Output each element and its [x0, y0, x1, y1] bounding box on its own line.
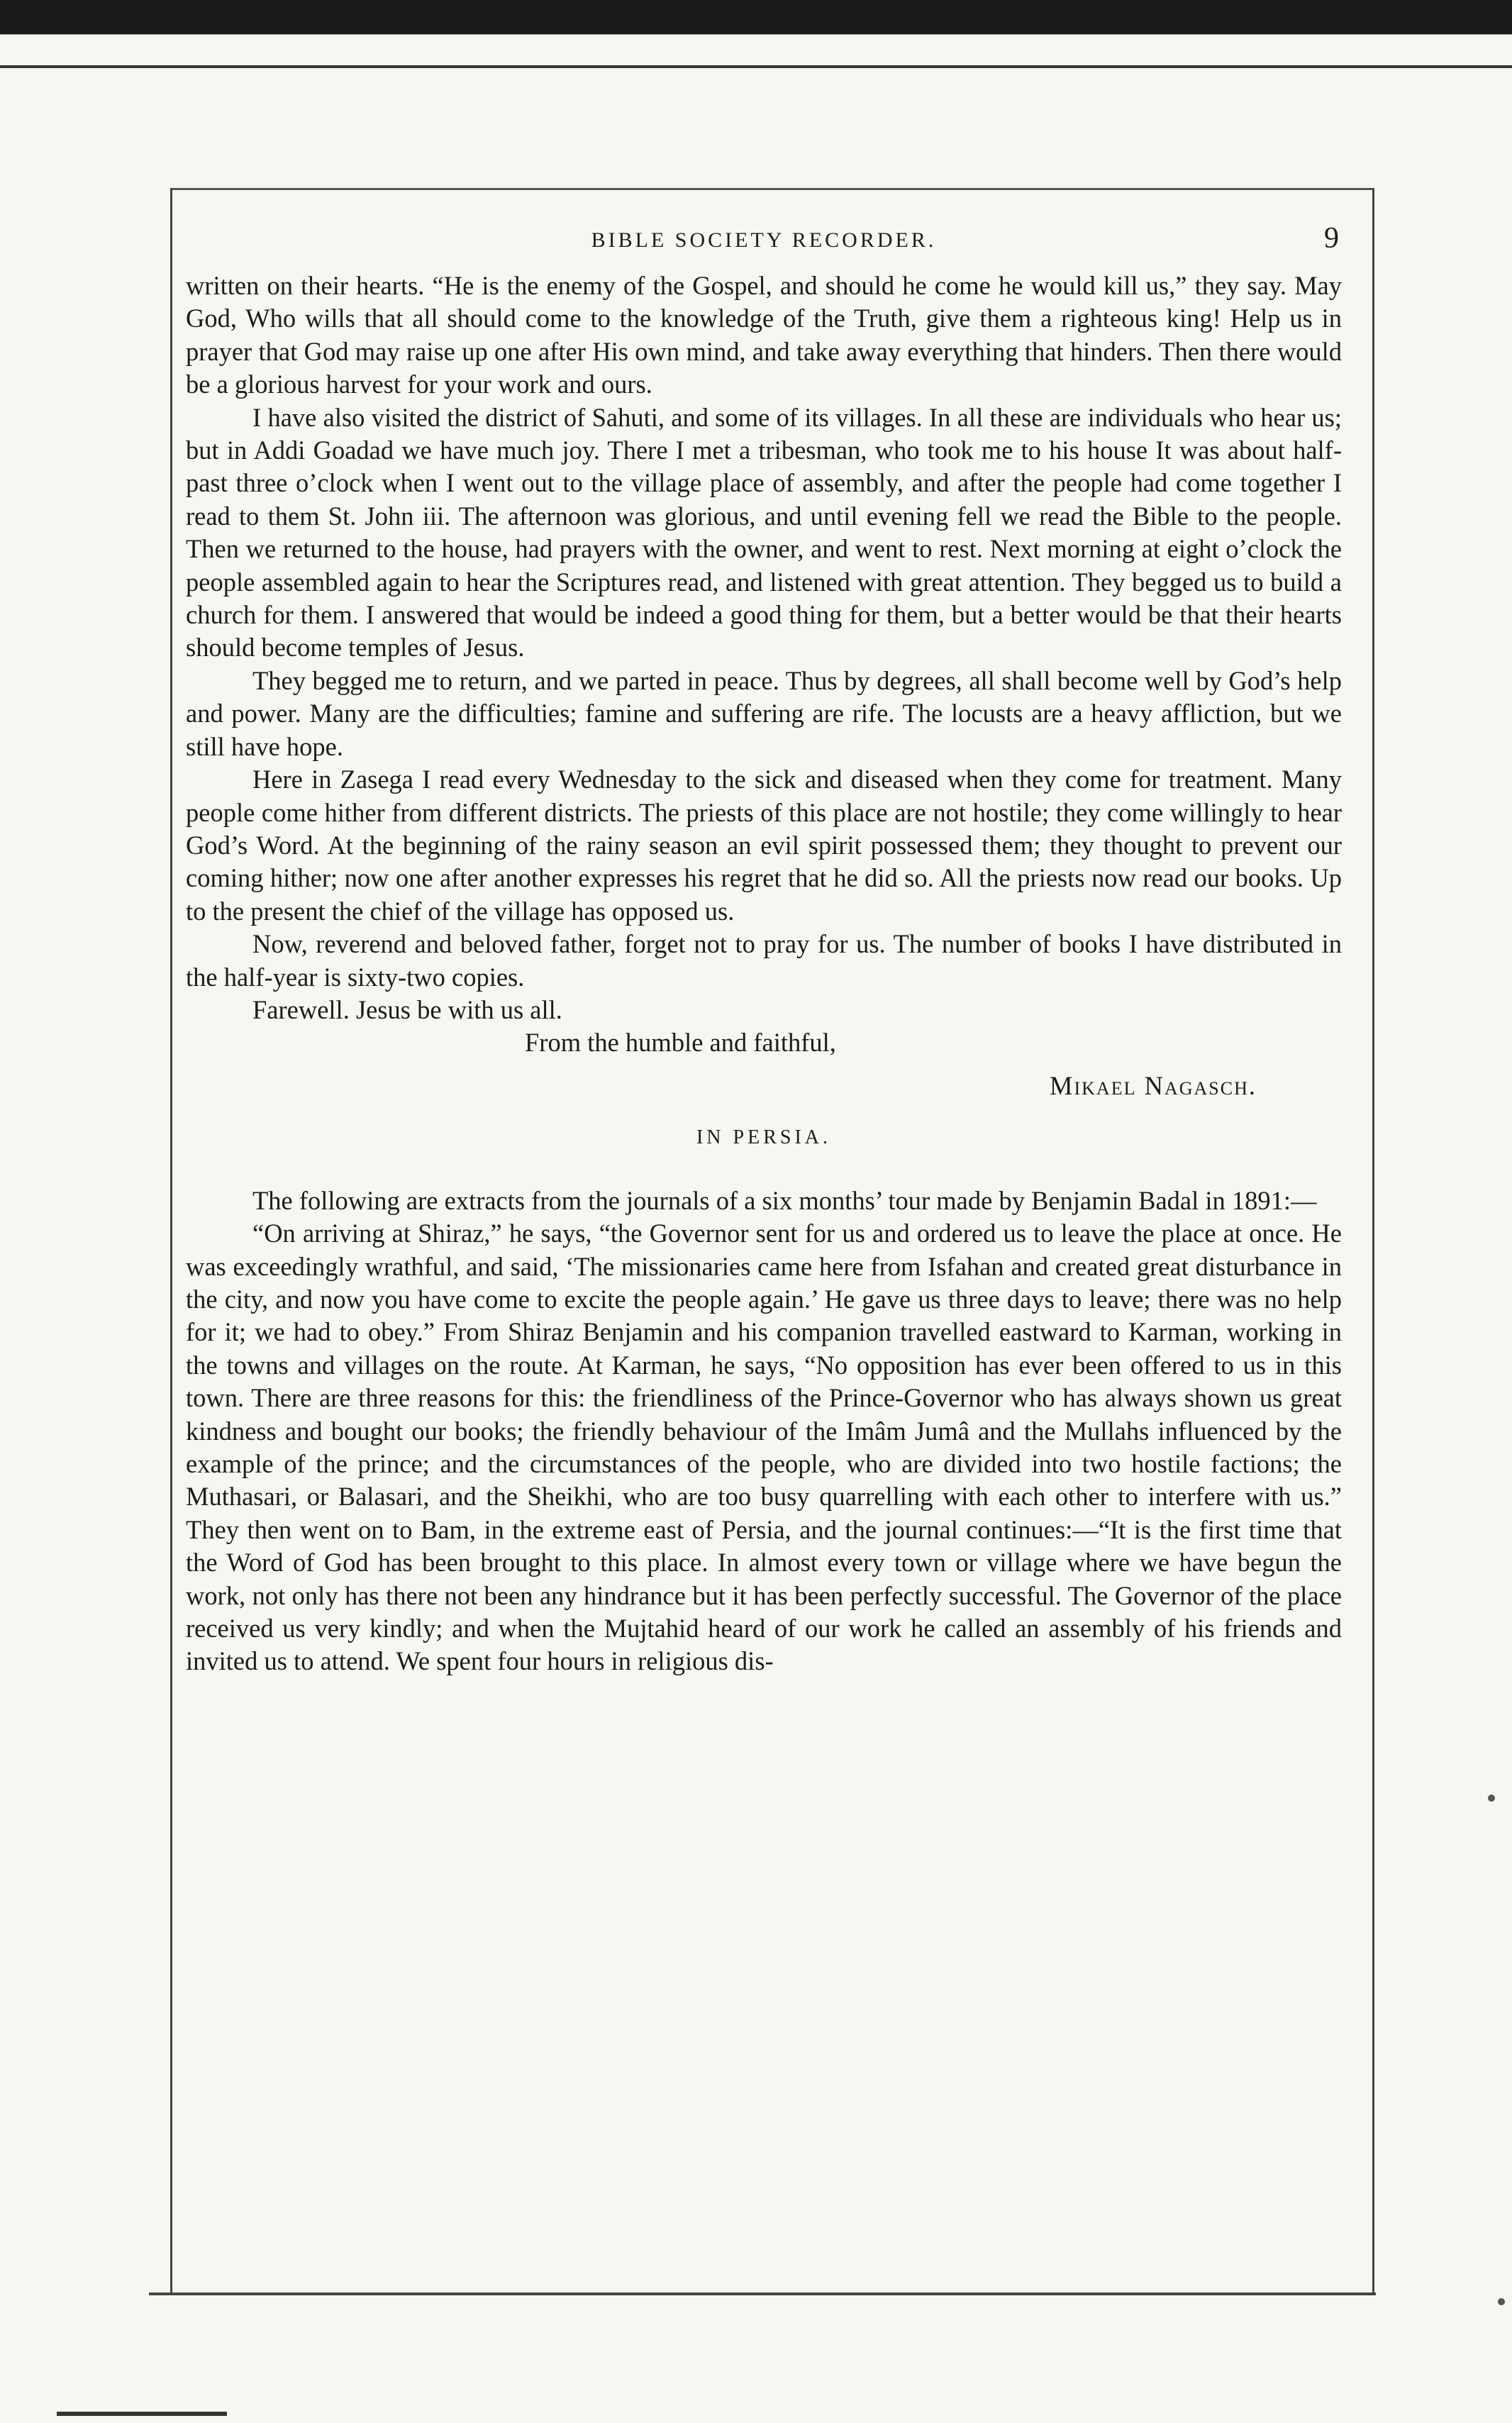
running-title: BIBLE SOCIETY RECORDER.: [591, 228, 937, 252]
letter-paragraph: I have also visited the district of Sahuti, and some of its villages. In all these are individuals who hear us; but in Addi Goadad we have much joy. There I met a tribesman, who took me to his house It was about half-past three o’clock when I went out to the village place of assembly, and after the people had come together I read to them St. John iii. The afternoon was glorious, and until evening fell we read the Bible to the people. Then we returned to the house, had prayers with the owner, and went to rest. Next morning at eight o’clock the people assembled again to hear the Scriptures read, and listened with great attention. They begged us to build a church for them. I answered that would be indeed a good thing for them, but a better would be that their hearts should become temples of Jesus.: [186, 402, 1342, 662]
section-paragraph: The following are extracts from the journals of a six months’ tour made by Benjamin Badal in 1891:—: [252, 1185, 1317, 1215]
letter-body: [186, 270, 1342, 1026]
letter-paragraph: Now, reverend and beloved father, forget not to pray for us. The number of books I have distributed in the half-year is sixty-two copies.: [186, 929, 1342, 992]
letter-paragraph: written on their hearts. “He is the enemy of the Gospel, and should he come he would kill us,” they say. May God, Who wills that all should come to the knowledge of the Truth, give them a righteous king! Help us in prayer that God may raise up one after His own mind, and take away everything that hinders. Then there would be a glorious harvest for your work and ours.: [186, 271, 1342, 399]
top-scan-band: [0, 0, 1512, 55]
page-content: [186, 213, 1342, 1678]
letter-paragraph: They begged me to return, and we parted in peace. Thus by degrees, all shall become well by God’s help and power. Many are the difficulties; famine and suffering are rife. The locusts are a heavy affliction, but we still have hope.: [186, 665, 1342, 761]
running-head: [186, 213, 1342, 270]
page-number: 9: [1324, 222, 1339, 255]
margin-speck: [1498, 2298, 1505, 2305]
section-paragraph: “On arriving at Shiraz,” he says, “the Governor sent for us and ordered us to leave the place at once. He was exceedingly wrathful, and said, ‘The missionaries came here from Isfahan and created great disturbance in the city, and now you have come to excite the people again.’ He gave us three days to leave; there was no help for it; we had to obey.” From Shiraz Benjamin and his companion travelled eastward to Karman, working in the towns and villages on the route. At Karman, he says, “No opposition has ever been offered to us in this town. There are three reasons for this: the friendliness of the Prince-Governor who has always shown us great kindness and bought our books; the friendly behaviour of the Imâm Jumâ and the Mullahs influenced by the example of the prince; and the circumstances of the people, who are divided into two hostile factions; the Muthasari, or Balasari, and the Sheikhi, who are too busy quarrelling with each other to interfere with us.” They then went on to Bam, in the extreme east of Persia, and the journal continues:—“It is the first time that the Word of God has been brought to this place. In almost every town or village where we have begun the work, not only has there not been any hindrance but it has been perfectly successful. The Governor of the place received us very kindly; and when the Mujtahid heard of our work he called an assembly of his friends and invited us to attend. We spent four hours in religious dis-: [186, 1219, 1342, 1676]
margin-speck: [1488, 1795, 1495, 1802]
section-body: [186, 1185, 1342, 1678]
frame-top-rule: [170, 188, 1372, 190]
frame-right-rule: [1372, 188, 1374, 2295]
letter-closing: From the humble and faithful,: [525, 1028, 836, 1058]
section-heading: IN PERSIA.: [696, 1126, 831, 1148]
letter-signature: Mikael Nagasch.: [1050, 1070, 1257, 1100]
letter-paragraph: Here in Zasega I read every Wednesday to the sick and diseased when they come for treatment. Many people come hither from different districts. The priests of this place are not hostile; they come willingly to hear God’s Word. At the beginning of the rainy season an evil spirit possessed them; they thought to prevent our coming hither; now one after another expresses his regret that he did so. All the priests now read our books. Up to the present the chief of the village has opposed us.: [186, 765, 1342, 926]
frame-left-rule: [170, 188, 172, 2295]
frame-bottom-rule: [149, 2292, 1376, 2295]
bottom-scan-mark: [57, 2412, 227, 2416]
top-rule: [0, 65, 1512, 68]
letter-paragraph: Farewell. Jesus be with us all.: [252, 994, 562, 1024]
